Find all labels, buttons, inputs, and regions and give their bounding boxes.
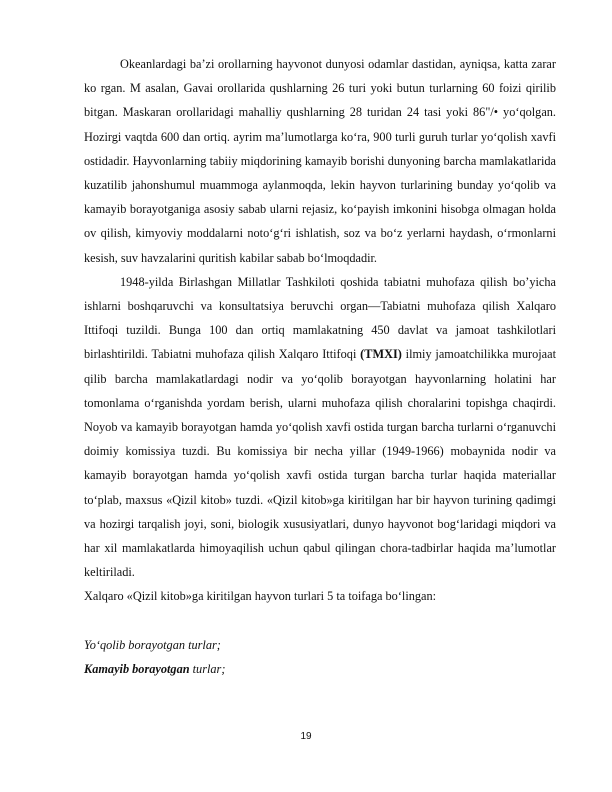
page-number: 19 — [300, 731, 312, 742]
paragraph-species-loss: Okeanlardagi ba’zi orollarning hayvonot dunyosi odamlar dastidan, ayniqsa, katta zarar ko rgan. M asalan, Gavai orollarida qushlarning 26 turi yoki butun turlarning 60 foizi qirilib bitgan. Maskaran orollaridagi mahalliy qushlarning 28 turidan 24 tasi yoki 86"/• yo‘qolgan. Hozirgi vaqtda 600 dan ortiq. ayrim ma’lumotlarga ko‘ra, 900 turli guruh turlar yo‘qolish xavfi ostidadir. Hayvonlarning tabiiy miqdorining kamayib borishi dunyoning barcha mamlakatlarida kuzatilib jahonshumul muammoga aylanmoqda, lekin hayvon turlarining bunday yo‘qolib va kamayib borayotganiga asosiy sabab ularni rejasiz, ko‘payish imkonini hisobga olmagan holda ov qilish, kimyoviy moddalarni noto‘g‘ri ishlatish, soz va bo‘z yerlarni haydash, o‘rmonlarni kesish, suv havzalarini quritish kabilar sabab bo‘lmoqdadir. — [84, 57, 556, 265]
list-item-declining-bold: Kamayib borayotgan — [84, 661, 190, 676]
paragraph-iucn-text-end: ilmiy jamoatchilikka murojaat qilib barcha mamlakatlardagi nodir va yo‘qolib borayotgan hayvonlarning holatini har tomonlama o‘rganishda yordam berish, ularni muhofaza qilish choralarini topishga chaqirdi. Noyob va kamayib borayotgan hamda yo‘qolish xavfi ostida turgan barcha turlarni o‘rganuvchi doimiy komissiya tuzdi. Bu komissiya bir necha yillar (1949-1966) mobaynida nodir va kamayib borayotgan hamda yo‘qolish xavfi ostida turgan barcha turlar haqida materiallar to‘plab, maxsus «Qizil kitob» tuzdi. «Qizil kitob»ga kiritilgan har bir hayvon turining qadimgi va hozirgi tarqalish joyi, soni, biologik xususiyatlari, dunyo hayvonot bog‘laridagi miqdori va har xil mamlakatlarda himoyaqilish uchun qabul qilingan chora-tadbirlar haqida ma’lumotlar keltiriladi. — [84, 347, 557, 580]
paragraph-iucn-text-start: 1948-yilda Birlashgan Millatlar Tashkiloti qoshida tabiatni muhofaza qilish bo’yicha ishlarni boshqaruvchi va konsultatsiya beruvchi organ—Tabiatni muhofaza qilish Xalqaro Ittifoqi tuzildi. Bunga 100 dan ortiq mamlakatning 450 davlat va jamoat tashkilotlari birlashtirildi. Tabiatni muhofaza qilish Xalqaro Ittifoqi — [84, 274, 556, 362]
paragraph-categories-intro: Xalqaro «Qizil kitob»ga kiritilgan hayvon turlari 5 ta toifaga bo‘lingan: — [84, 589, 437, 604]
abbreviation-tmxi: (TMXI) — [360, 347, 402, 362]
paragraph-iucn-history — [84, 270, 556, 585]
list-item-declining-rest: turlar; — [189, 661, 226, 676]
document-body — [84, 52, 556, 681]
list-item-declining — [84, 657, 556, 681]
list-item-endangered: Yo‘qolib borayotgan turlar; — [84, 637, 221, 652]
spacer — [84, 609, 556, 633]
